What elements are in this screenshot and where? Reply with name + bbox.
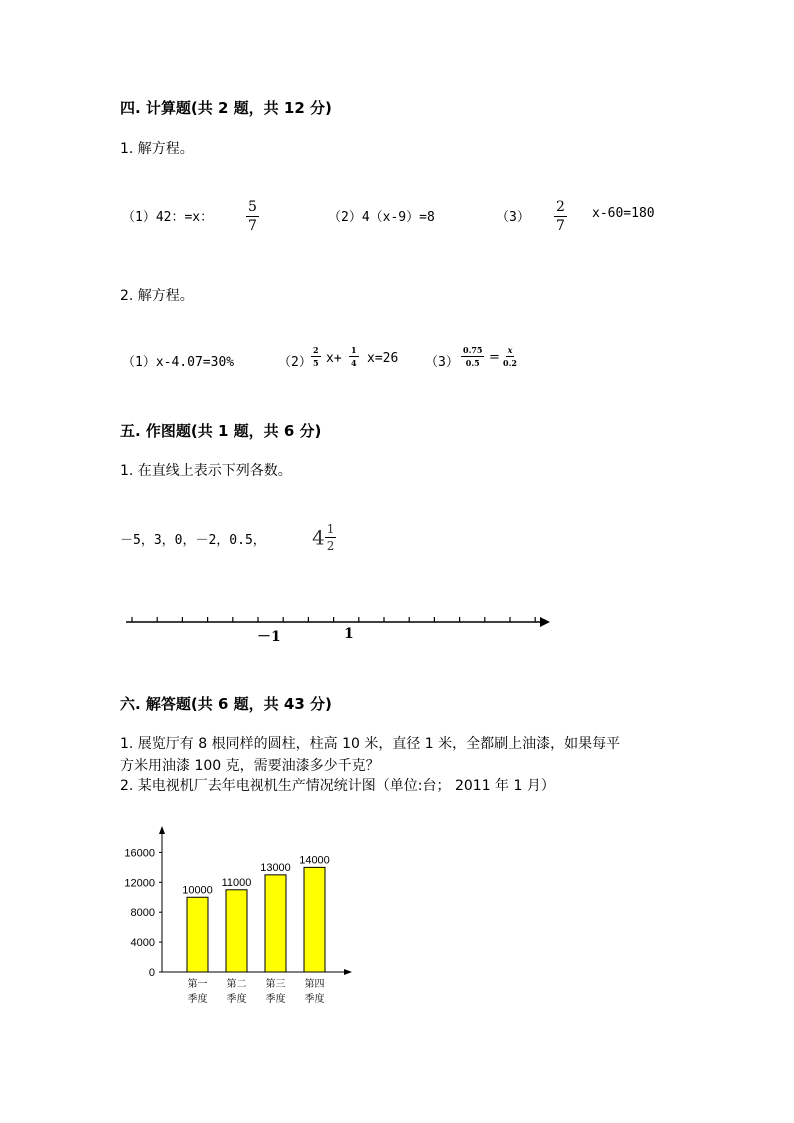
s4q2-part2-prefix: （2） (278, 355, 312, 370)
section5-q1-label: 1. 在直线上表示下列各数。 (120, 463, 292, 479)
x-category-label: 季度 (265, 994, 286, 1005)
x-category-label: 第二 (226, 979, 247, 990)
bar-data-label: 14000 (299, 854, 330, 867)
s4q2-part3-equals: = (489, 350, 500, 365)
x-category-label: 季度 (304, 994, 325, 1005)
s5-mixed-den: 2 (326, 539, 335, 553)
bar-chart (100, 820, 370, 1020)
x-category-label: 第四 (304, 979, 325, 990)
x-category-label: 第一 (187, 979, 208, 990)
s4q2-part3-frac1-num: 0.75 (463, 345, 483, 355)
x-category-label: 季度 (226, 994, 247, 1005)
section5-title: 五. 作图题(共 1 题，共 6 分) (120, 422, 322, 440)
s4q2-part2-frac1 (311, 346, 321, 367)
s6-q1-line2: 方米用油漆 100 克，需要油漆多少千克？ (120, 758, 380, 774)
y-tick-label: 12000 (124, 877, 155, 890)
section6-title: 六. 解答题(共 6 题，共 43 分) (120, 695, 332, 713)
s4q1-part3-frac-den: 7 (556, 218, 565, 234)
s4q1-part1-frac-den: 7 (248, 218, 257, 234)
section4-title: 四. 计算题(共 2 题，共 12 分) (120, 99, 332, 117)
bar-2 (226, 890, 247, 972)
y-axis-arrow (159, 826, 165, 834)
s4q1-part3-suffix: x-60=180 (592, 206, 655, 221)
s4q1-part3-frac-num: 2 (556, 199, 565, 215)
s4q2-part2-suffix: x=26 (367, 351, 399, 366)
x-category-label: 季度 (187, 994, 208, 1005)
bar-1 (187, 897, 208, 972)
s4q2-part2-mid: x+ (326, 351, 342, 366)
s5-numbers: －5，3，0，－2，0.5， (120, 533, 266, 548)
s4q1-part3-prefix: （3） (496, 210, 530, 225)
y-tick-label: 0 (148, 967, 155, 979)
s4q2-part2-frac2-num: 1 (351, 345, 357, 355)
s5-mixed-number (312, 523, 336, 552)
number-line-label-1: 1 (344, 626, 354, 642)
number-line-arrow (540, 617, 550, 627)
s4q2-part2-frac1-den: 5 (313, 358, 319, 368)
bar-3 (265, 875, 286, 972)
s4q2-part3-frac1 (461, 346, 484, 367)
s5-mixed-num: 1 (326, 522, 335, 536)
section4-q1-label: 1. 解方程。 (120, 141, 194, 157)
s4q1-part1-fraction (246, 200, 259, 233)
x-category-label: 第三 (265, 979, 286, 990)
y-tick-label: 4000 (130, 937, 155, 950)
s4q1-part2: （2）4（x-9）=8 (328, 210, 435, 225)
bar-data-label: 11000 (221, 876, 252, 889)
bar-data-label: 13000 (260, 861, 291, 874)
s4q2-part1: （1）x-4.07=30% (122, 355, 235, 370)
bar-data-label: 10000 (182, 884, 213, 897)
section4-q2-label: 2. 解方程。 (120, 288, 194, 304)
bar-4 (304, 867, 325, 972)
s4q2-part2-frac1-num: 2 (313, 345, 319, 355)
number-line (120, 608, 560, 648)
x-axis-arrow (344, 969, 352, 975)
y-tick-label: 16000 (124, 847, 155, 860)
s6-q2: 2. 某电视机厂去年电视机生产情况统计图（单位:台； 2011 年 1 月） (120, 778, 555, 794)
s4q2-part3-frac2 (503, 346, 517, 367)
s4q2-part3-frac2-den: 0.2 (503, 358, 517, 368)
s4q1-part1-prefix: （1）42：=x： (122, 210, 214, 225)
s4q2-part3-frac1-den: 0.5 (465, 358, 480, 368)
s4q2-part3-frac2-num: x (507, 345, 513, 355)
number-line-label-neg1: －1 (257, 629, 281, 645)
y-tick-label: 8000 (130, 907, 155, 920)
s4q1-part3-fraction (554, 200, 567, 233)
s5-mixed-whole: 4 (312, 525, 325, 550)
s4q2-part2-frac2 (349, 346, 359, 367)
s4q2-part2-frac2-den: 4 (351, 358, 357, 368)
s4q1-part1-frac-num: 5 (248, 199, 257, 215)
s6-q1-line1: 1. 展览厅有 8 根同样的圆柱，柱高 10 米，直径 1 米，全都刷上油漆，如果每平 (120, 736, 621, 752)
s4q2-part3-prefix: （3） (425, 355, 459, 370)
